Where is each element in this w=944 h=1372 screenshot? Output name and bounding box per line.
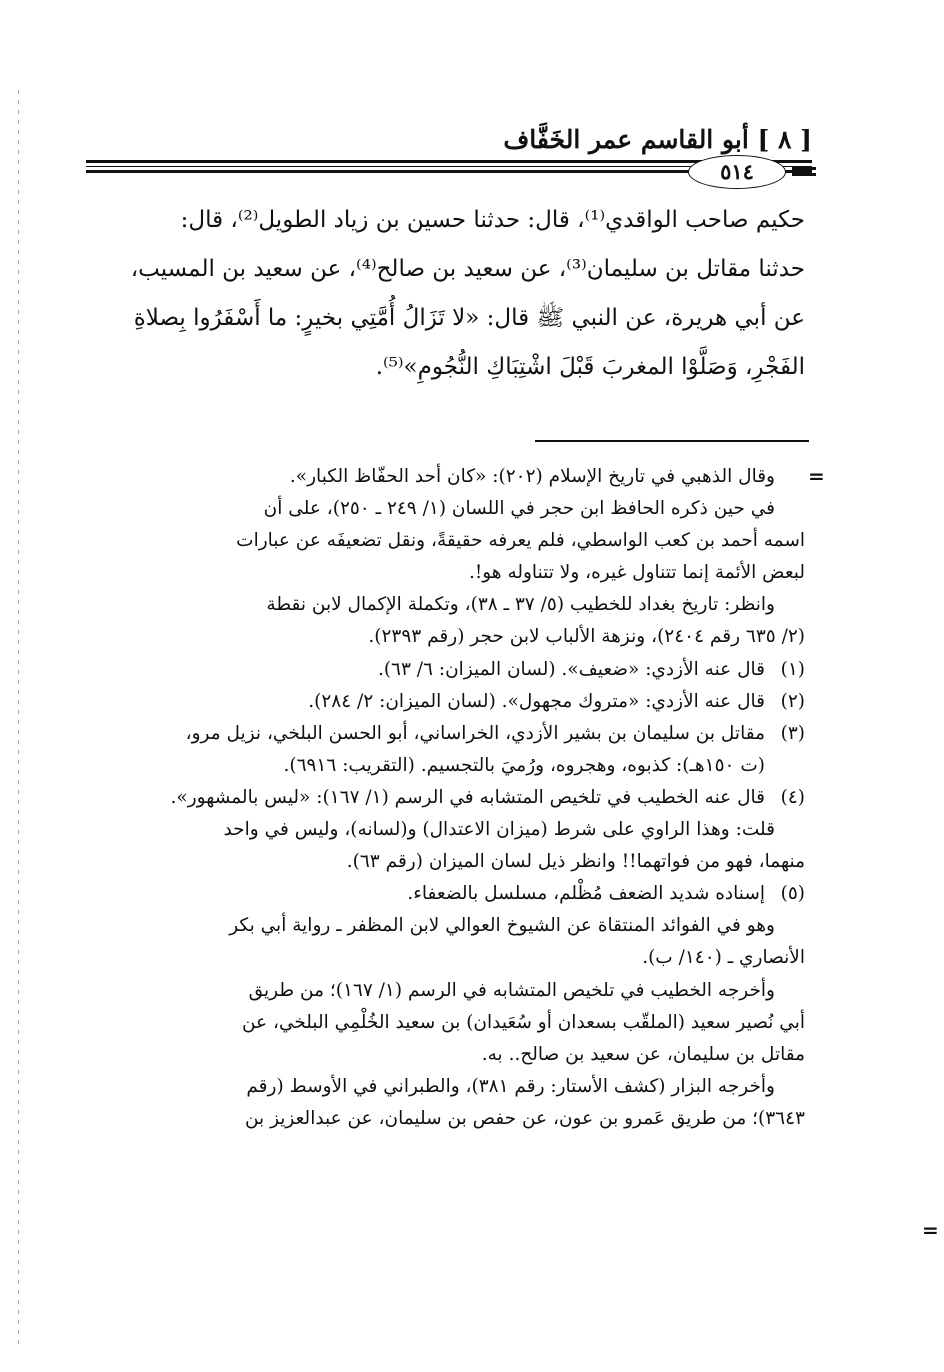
footnote-number: (٣) xyxy=(780,722,805,744)
footnote-text: قال عنه الخطيب في تلخيص المتشابه في الرسم (١/ ١٦٧): «ليس بالمشهور». xyxy=(170,786,765,808)
footnote-number: (٢) xyxy=(780,690,805,712)
main-text-line: الفَجْرِ، وَصَلَّوْا المغربَ قَبْلَ اشْتِبَاكِ النُّجُومِ»⁽⁵⁾. xyxy=(375,354,805,380)
header-ornament xyxy=(792,167,816,170)
footnote-line: في حين ذكره الحافظ ابن حجر في اللسان (١/ ٢٤٩ ـ ٢٥٠)، على أن xyxy=(263,498,775,520)
main-text-line: حدثنا مقاتل بن سليمان⁽³⁾، عن سعيد بن صالح⁽⁴⁾، عن سعيد بن المسيب، xyxy=(130,256,805,282)
footnote-line: وأخرجه الخطيب في تلخيص المتشابه في الرسم (١/ ١٦٧)؛ من طريق xyxy=(248,979,775,1001)
footnote-text: مقاتل بن سليمان بن بشير الأزدي، الخراساني، أبو الحسن البلخي، نزيل مرو، xyxy=(185,722,765,744)
main-text-line: حكيم صاحب الواقدي⁽¹⁾، قال: حدثنا حسين بن زياد الطويل⁽²⁾، قال: xyxy=(180,207,805,233)
main-text xyxy=(75,196,805,392)
continuation-mark: = xyxy=(808,464,825,488)
footnote-line: الأنصاري ـ (١٤٠/ ب). xyxy=(642,947,805,969)
footnote-line: وأخرجه البزار (كشف الأستار: رقم ٣٨١)، والطبراني في الأوسط (رقم xyxy=(246,1075,775,1097)
footnote-separator xyxy=(535,440,809,442)
footnote-2 xyxy=(127,686,805,718)
footnote-1 xyxy=(127,654,805,686)
continuation-mark: = xyxy=(922,1218,939,1242)
footnote-5 xyxy=(127,878,805,910)
footnote-number: (٤) xyxy=(780,786,805,808)
footnote-line: لبعض الأئمة إنما تتناول غيره، ولا تتناوله هو!. xyxy=(468,562,805,584)
footnote-line: وانظر: تاريخ بغداد للخطيب (٥/ ٣٧ ـ ٣٨)، وتكملة الإكمال لابن نقطة xyxy=(266,594,775,616)
footnote-text: قال عنه الأزدي: «ضعيف». (لسان الميزان: ٦/ ٦٣). xyxy=(377,658,765,680)
footnote-line: (ت ١٥٠هـ): كذبوه، وهجروه، ورُميَ بالتجسيم. (التقريب: ٦٩١٦). xyxy=(283,754,765,776)
footnote-text: إسناده شديد الضعف مُظْلم، مسلسل بالضعفاء. xyxy=(407,883,765,905)
footnote-line: ٣٦٤٣)؛ من طريق عَمرو بن عون، عن حفص بن سليمان، عن عبدالعزيز بن xyxy=(244,1107,805,1129)
footnote-line: وقال الذهبي في تاريخ الإسلام (٢٠٢): «كان أحد الحفّاظ الكبار». xyxy=(289,466,775,487)
footnote-line: مقاتل بن سليمان، عن سعيد بن صالح.. به. xyxy=(481,1043,805,1065)
scan-margin-artifact xyxy=(18,90,19,1350)
footnote-line: وهو في الفوائد المنتقاة عن الشيوخ العوالي لابن المظفر ـ رواية أبي بكر xyxy=(229,915,775,937)
footnote-line: اسمه أحمد بن كعب الواسطي، فلم يعرفه حقيقةً، ونقل تضعيفَه عن عبارات xyxy=(236,530,805,552)
page-number: ٥١٤ xyxy=(688,155,786,189)
footnotes xyxy=(127,461,805,1135)
footnote-line: (٢/ ٦٣٥ رقم ٢٤٠٤)، ونزهة الألباب لابن حجر (رقم ٢٣٩٣). xyxy=(368,626,805,648)
footnote-line: منهما، فهو من فواتهما!! وانظر ذيل لسان الميزان (رقم ٦٣). xyxy=(346,851,805,873)
footnote-number: (٥) xyxy=(780,883,805,905)
footnote-3 xyxy=(127,718,805,750)
header-ornament xyxy=(792,173,816,176)
footnote-4 xyxy=(127,782,805,814)
running-header-title: [ ٨ ] أبو القاسم عمر الخَفَّاف xyxy=(503,125,812,154)
footnote-line: قلت: وهذا الراوي على شرط (ميزان الاعتدال) و(لسانه)، وليس في واحد xyxy=(223,819,775,841)
footnote-text: قال عنه الأزدي: «متروك مجهول». (لسان الميزان: ٢/ ٢٨٤). xyxy=(308,690,765,712)
footnote-line: أبي نُصير سعيد (الملقّب بسعدان أو سُعَيدان) بن سعيد الخُلْمِي البلخي، عن xyxy=(241,1011,805,1033)
main-text-line: عن أبي هريرة، عن النبي ﷺ قال: «لا تَزَالُ أُمَّتِي بخيرٍ: ما أَسْفَرُوا بِصلاةِ xyxy=(133,305,805,331)
footnote-number: (١) xyxy=(780,658,805,680)
